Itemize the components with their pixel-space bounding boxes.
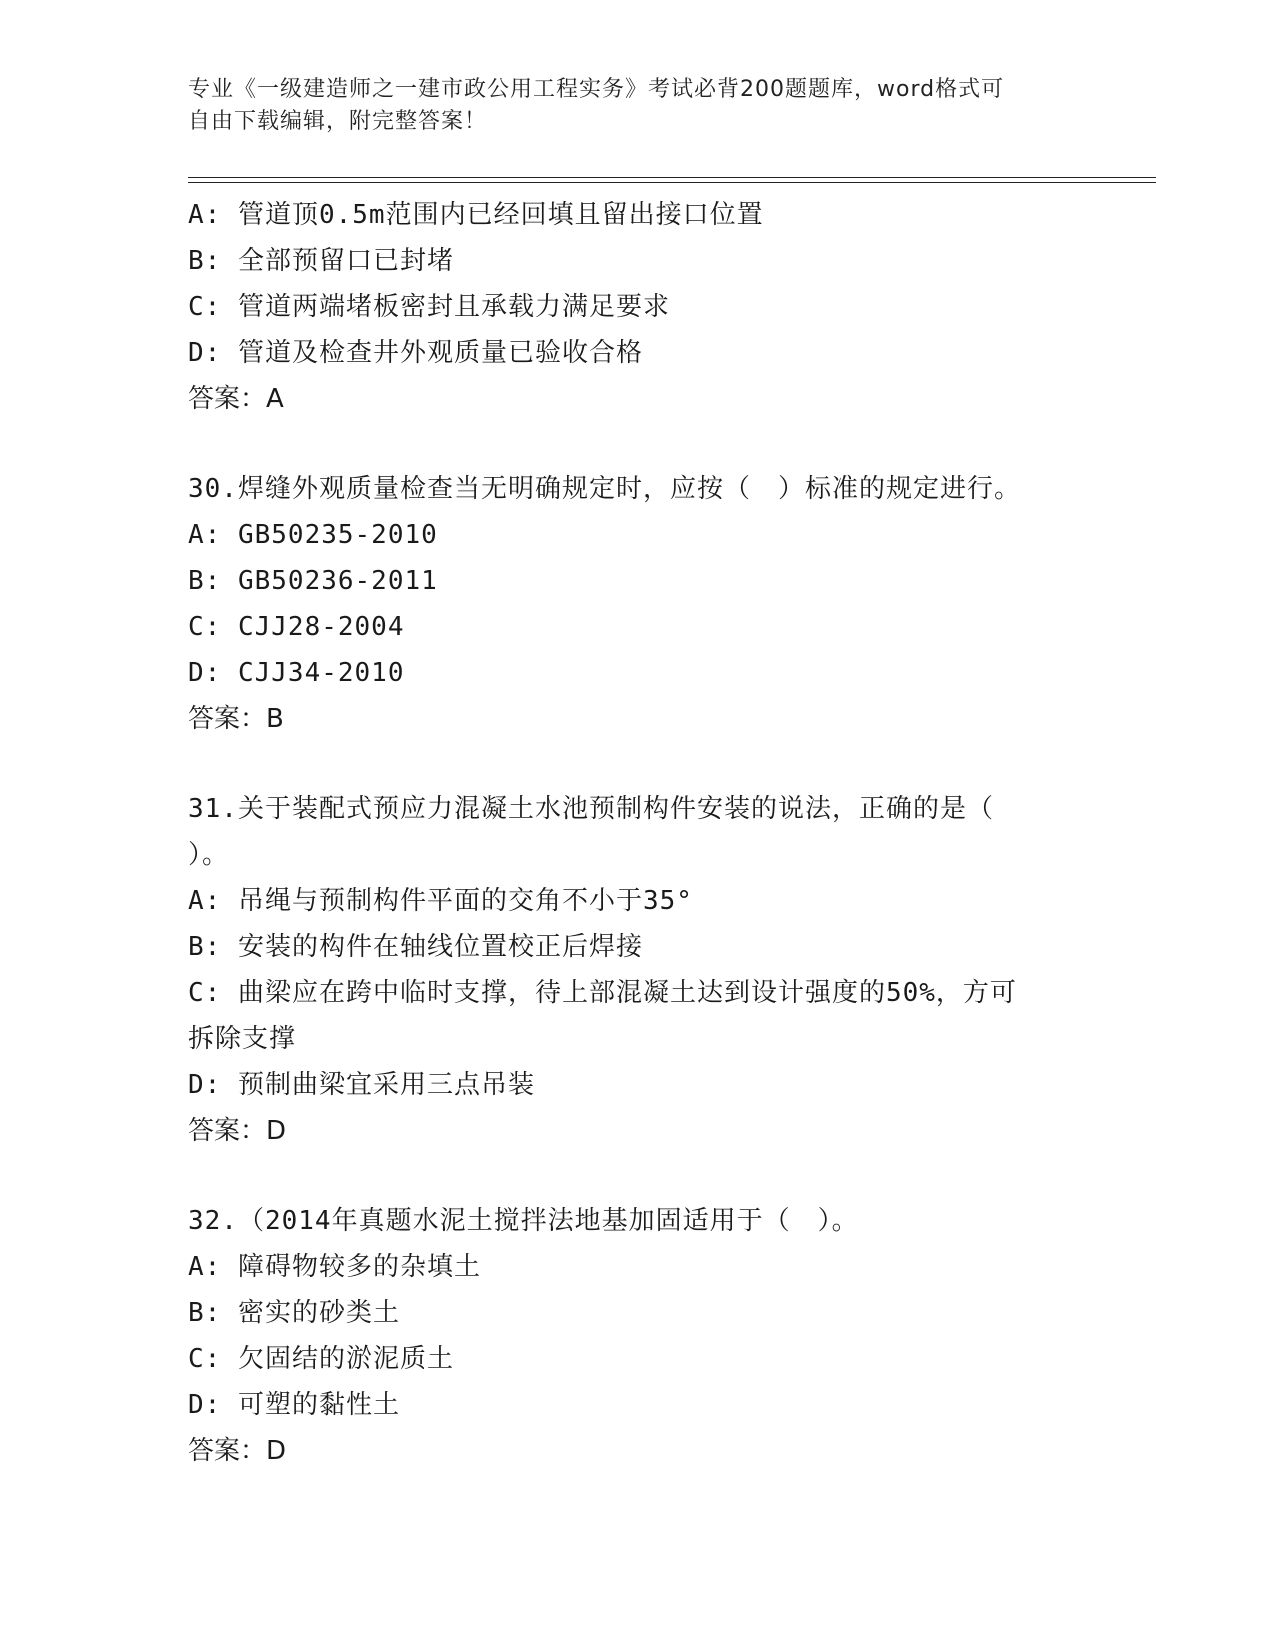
option-d: D: 管道及检查井外观质量已验收合格 [188,338,643,368]
option-a: A: 吊绳与预制构件平面的交角不小于35° [188,886,693,916]
option-d: D: 可塑的黏性土 [188,1390,400,1420]
answer-line: 答案：A [188,384,284,414]
option-c: C: CJJ28-2004 [188,612,405,642]
option-b: B: GB50236-2011 [188,566,438,596]
spacer [188,422,1088,466]
spacer [188,742,1088,786]
question-stem: 30.焊缝外观质量检查当无明确规定时，应按（ ）标准的规定进行。 [188,474,1021,504]
option-c: C: 管道两端堵板密封且承载力满足要求 [188,292,670,322]
option-d: D: 预制曲梁宜采用三点吊装 [188,1070,535,1100]
option-b: B: 全部预留口已封堵 [188,246,454,276]
header-line-2: 自由下载编辑，附完整答案！ [188,109,488,134]
spacer [188,1154,1088,1198]
header-line-1: 专业《一级建造师之一建市政公用工程实务》考试必背200题题库，word格式可 [188,77,1005,102]
answer-line: 答案：D [188,1116,287,1146]
answer-line: 答案：B [188,704,284,734]
answer-line: 答案：D [188,1436,287,1466]
option-c-line-2: 拆除支撑 [188,1024,297,1054]
question-stem-line-2: ）。 [188,840,230,870]
option-b: B: 安装的构件在轴线位置校正后焊接 [188,932,643,962]
header-divider-bottom [188,182,1156,183]
option-c: C: 欠固结的淤泥质土 [188,1344,454,1374]
option-a: A: 障碍物较多的杂填土 [188,1252,481,1282]
option-c-line-1: C: 曲梁应在跨中临时支撑，待上部混凝土达到设计强度的50%，方可 [188,978,1017,1008]
header-divider-top [188,177,1156,178]
option-b: B: 密实的砂类土 [188,1298,400,1328]
question-block-30 [188,466,1088,742]
option-a: A: GB50235-2010 [188,520,438,550]
option-a: A: 管道顶0.5m范围内已经回填且留出接口位置 [188,200,764,230]
document-header [188,74,1088,138]
option-d: D: CJJ34-2010 [188,658,405,688]
question-block-32 [188,1198,1088,1474]
question-block-29 [188,192,1088,422]
question-list [188,192,1088,1474]
question-stem: 32.（2014年真题水泥土搅拌法地基加固适用于（ ）。 [188,1206,859,1236]
question-stem-line-1: 31.关于装配式预应力混凝土水池预制构件安装的说法，正确的是（ [188,794,994,824]
question-block-31 [188,786,1088,1154]
